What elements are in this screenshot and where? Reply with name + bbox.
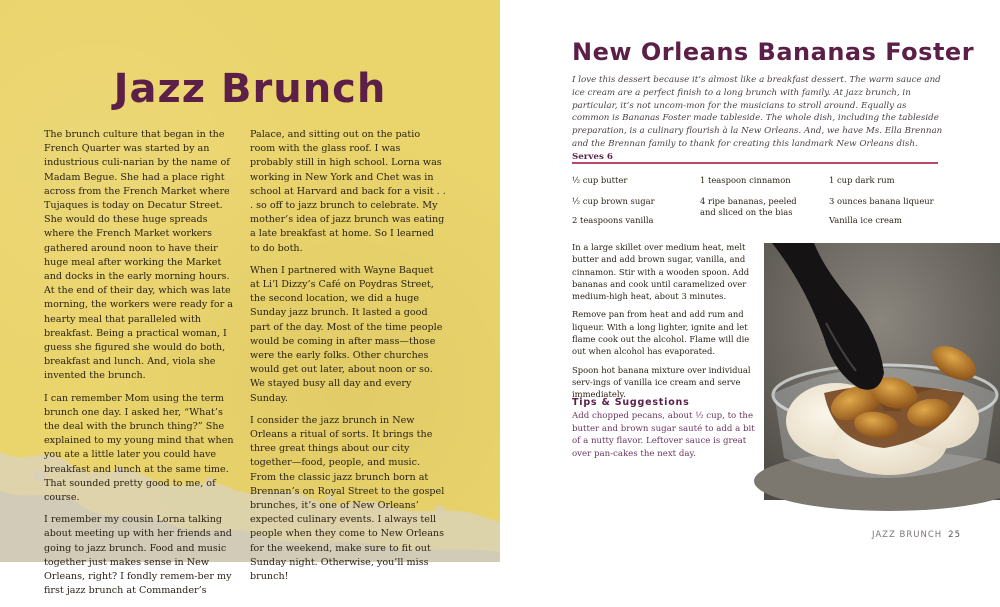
- tips-heading: Tips & Suggestions: [572, 397, 690, 408]
- folio-section: JAZZ BRUNCH: [872, 530, 943, 540]
- paragraph: I can remember Mom using the term brunch one day. I asked her, “What’s the deal with the brunch thing?” She explained to my young mind that when you ate a little later you could have breakfast and lunch at the same time. That sounded pretty good to me, of course.: [44, 392, 234, 504]
- paragraph: When I partnered with Wayne Baquet at Li’l Dizzy’s Café on Poydras Street, the second location, we did a huge Sunday jazz brunch. It lasted a good part of the day. Most of the time people would be coming in after mass—those were the early folks. Other churches would get out later, about noon or so. We stayed busy all day and every Sunday.: [250, 264, 443, 404]
- paragraph: I remember my cousin Lorna talking about meeting up with her friends and going to jazz brunch. Food and music together just makes sense in New Orleans, right? I fondly remem-ber my first jazz brunch at Commander’s: [44, 514, 232, 597]
- serves-label: Serves 6: [572, 151, 613, 162]
- tips-text: Add chopped pecans, about ½ cup, to the butter and brown sugar sauté to add a bit of a nutty flavor. Leftover sauce is great over pan-cakes the next day.: [572, 411, 755, 459]
- ingredient-item: 1 cup dark rum: [829, 175, 895, 185]
- bananas-foster-photo: [764, 243, 1000, 500]
- right-page: [500, 0, 1000, 562]
- ingredient-item: 4 ripe bananas, peeled and sliced on the bias: [700, 196, 797, 217]
- paragraph: I consider the jazz brunch in New Orleans a ritual of sorts. It brings the three great things about our city together—food, people, and music. From the classic jazz brunch born at Brennan’s on Royal Street to the gospel brunches, it’s one of New Orleans’ expected culinary events. I always tell people when they come to New Orleans for the weekend, make sure to fit out Sunday night. Otherwise, you’ll miss brunch!: [250, 414, 445, 583]
- direction-step: In a large skillet over medium heat, melt butter and add brown sugar, vanilla, and cinnamon. Stir with a wooden spoon. Add bananas and cook until caramelized over medium-high heat, about 3 minutes.: [572, 242, 750, 302]
- directions: [572, 241, 756, 407]
- recipe-title: New Orleans Bananas Foster: [572, 38, 975, 66]
- divider: [572, 162, 938, 164]
- body-column-1: [44, 128, 240, 607]
- ingredient-item: 3 ounces banana liqueur: [829, 196, 934, 206]
- body-column-2: [250, 128, 446, 592]
- folio: [872, 530, 961, 540]
- paragraph: The brunch culture that began in the French Quarter was started by an industrious culi-narian by the name of Madam Begue. She had a place right across from the French Market where Tujaques is today on Decatur Street. She would do these huge spreads where the French Market workers gathered around noon to have their huge meal after working the Market and docks in the early morning hours. At the end of their day, which was late morning, the workers were ready for a hearty meal that paralleled with breakfast. Being a practical woman, I guess she figured she would do both, breakfast and lunch. And, viola she invented the brunch.: [44, 129, 233, 382]
- direction-step: Remove pan from heat and add rum and liqueur. With a long lighter, ignite and let flame cook out the alcohol. Flame will die out when alcohol has evaporated.: [572, 309, 750, 357]
- ingredient-item: ½ cup brown sugar: [572, 196, 655, 206]
- ingredient-item: Vanilla ice cream: [829, 215, 902, 225]
- page-title: Jazz Brunch: [113, 66, 387, 112]
- ingredient-item: ½ cup butter: [572, 175, 628, 185]
- intro-text: I love this dessert because it’s almost like a breakfast dessert. The warm sauce and ice cream are a perfect finish to a long brunch with family. At jazz brunch, in particular, it’s not uncom-mon for the musicians to stroll around. Equally as common is Bananas Foster made tableside. The whole dish, including the tableside preparation, is a culinary flourish à la New Orleans. And, we have Ms. Ella Brennan and the Brennan family to thank for creating this landmark New Orleans dish.: [572, 75, 943, 149]
- recipe-intro: [572, 74, 944, 164]
- ingredient-item: 2 teaspoons vanilla: [572, 215, 654, 225]
- direction-step: Spoon hot banana mixture over individual serv-ings of vanilla ice cream and serve immediately.: [572, 364, 751, 400]
- dessert-illustration: [764, 243, 1000, 500]
- ingredient-item: 1 teaspoon cinnamon: [700, 175, 791, 185]
- paragraph: Palace, and sitting out on the patio room with the glass roof. I was probably still in high school. Lorna was working in New York and Chet was in school at Harvard and back for a visit . . . so off to jazz brunch to celebrate. My mother’s idea of jazz brunch was eating a late breakfast at home. So I learned to do both.: [250, 129, 446, 254]
- page-number: 25: [948, 530, 961, 540]
- left-page: [0, 0, 500, 597]
